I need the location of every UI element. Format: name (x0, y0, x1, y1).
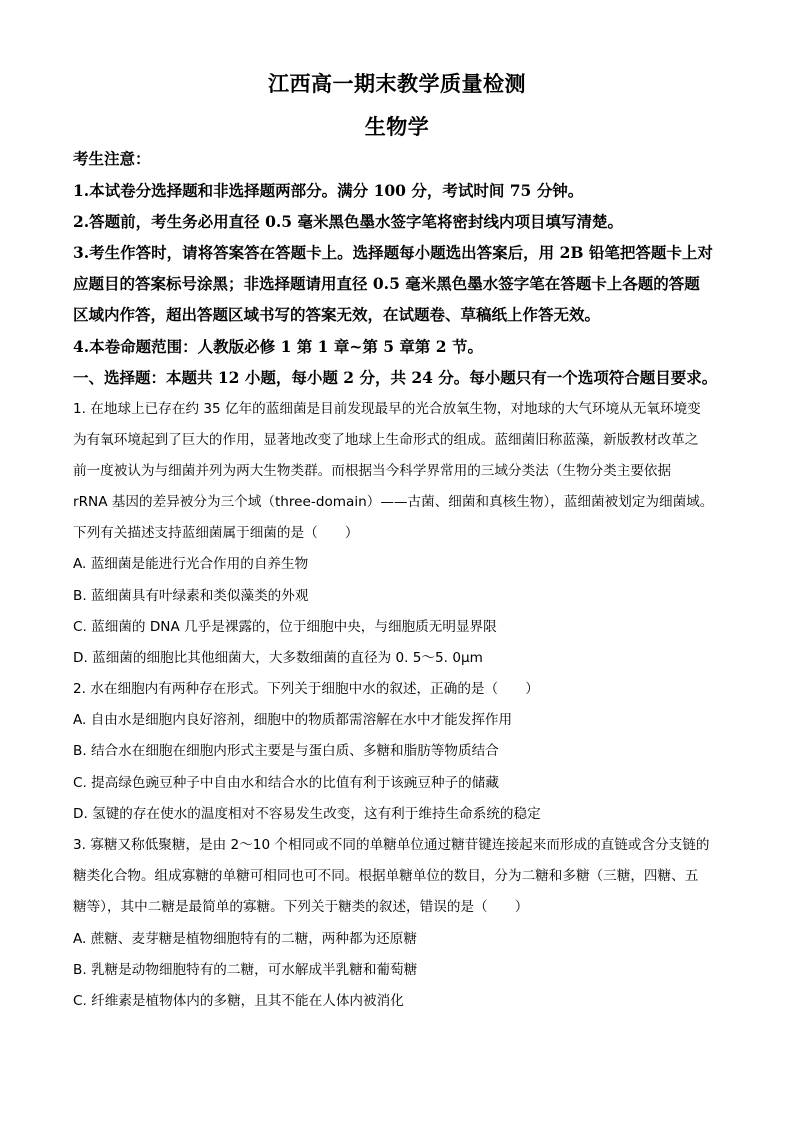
q3-option-a: A. 蔗糖、麦芽糖是植物细胞特有的二糖，两种都为还原糖 (73, 931, 417, 947)
notice-item-3-line-2: 应题目的答案标号涂黑；非选择题请用直径 0.5 毫米黑色墨水签字笔在答题卡上各题的答题 (73, 274, 700, 293)
q1-stem-line-2: 为有氧环境起到了巨大的作用，显著地改变了地球上生命形式的组成。蓝细菌旧称蓝藻，新版教材改革之 (73, 432, 699, 448)
notice-item-4: 4.本卷命题范围：人教版必修 1 第 1 章~第 5 章第 2 节。 (73, 337, 483, 356)
q3-stem-line-1: 3. 寡糖又称低聚糖，是由 2～10 个相同或不同的单糖单位通过糖苷键连接起来而形成的直链或含分支链的 (73, 837, 710, 853)
q1-stem-line-4: rRNA 基因的差异被分为三个域（three-domain）——古菌、细菌和真核生物），蓝细菌被划定为细菌域。 (73, 494, 714, 510)
q2-option-c: C. 提高绿色豌豆种子中自由水和结合水的比值有利于该豌豆种子的储藏 (73, 775, 499, 791)
exam-title: 江西高一期末教学质量检测 (268, 71, 526, 96)
q2-option-d: D. 氢键的存在使水的温度相对不容易发生改变，这有利于维持生命系统的稳定 (73, 806, 541, 822)
q3-option-c: C. 纤维素是植物体内的多糖，且其不能在人体内被消化 (73, 993, 404, 1009)
notice-heading: 考生注意： (73, 149, 151, 168)
q3-option-b: B. 乳糖是动物细胞特有的二糖，可水解成半乳糖和葡萄糖 (73, 962, 418, 978)
subject-title: 生物学 (364, 114, 430, 139)
q1-option-a: A. 蓝细菌是能进行光合作用的自养生物 (73, 556, 309, 572)
section-heading: 一、选择题：本题共 12 小题，每小题 2 分，共 24 分。每小题只有一个选项符合题目要求。 (73, 368, 718, 387)
notice-item-2: 2.答题前，考生务必用直径 0.5 毫米黑色墨水签字笔将密封线内项目填写清楚。 (73, 212, 623, 231)
q1-stem-line-3: 前一度被认为与细菌并列为两大生物类群。而根据当今科学界常用的三域分类法（生物分类主要依据 (73, 463, 672, 479)
q1-option-d: D. 蓝细菌的细胞比其他细菌大，大多数细菌的直径为 0. 5～5. 0μm (73, 650, 483, 666)
q1-option-c: C. 蓝细菌的 DNA 几乎是裸露的，位于细胞中央，与细胞质无明显界限 (73, 619, 497, 635)
notice-item-3-line-3: 区域内作答，超出答题区域书写的答案无效，在试题卷、草稿纸上作答无效。 (73, 305, 601, 324)
q3-stem-line-2: 糖类化合物。组成寡糖的单糖可相同也可不同。根据单糖单位的数目，分为二糖和多糖（三糖，四糖、五 (73, 868, 699, 884)
notice-item-1: 1.本试卷分选择题和非选择题两部分。满分 100 分，考试时间 75 分钟。 (73, 181, 584, 200)
q2-option-b: B. 结合水在细胞在细胞内形式主要是与蛋白质、多糖和脂肪等物质结合 (73, 743, 499, 759)
q3-stem-line-3: 糖等），其中二糖是最简单的寡糖。下列关于糖类的叙述，错误的是（ ） (73, 899, 529, 915)
q2-stem: 2. 水在细胞内有两种存在形式。下列关于细胞中水的叙述，正确的是（ ） (73, 681, 539, 697)
q1-stem-line-1: 1. 在地球上已存在约 35 亿年的蓝细菌是目前发现最早的光合放氧生物，对地球的大气环境从无氧环境变 (73, 401, 701, 417)
q1-option-b: B. 蓝细菌具有叶绿素和类似藻类的外观 (73, 588, 309, 604)
q2-option-a: A. 自由水是细胞内良好溶剂，细胞中的物质都需溶解在水中才能发挥作用 (73, 712, 513, 728)
notice-item-3-line-1: 3.考生作答时，请将答案答在答题卡上。选择题每小题选出答案后，用 2B 铅笔把答题卡上对 (73, 243, 713, 262)
q1-stem-line-5: 下列有关描述支持蓝细菌属于细菌的是（ ） (73, 525, 359, 541)
